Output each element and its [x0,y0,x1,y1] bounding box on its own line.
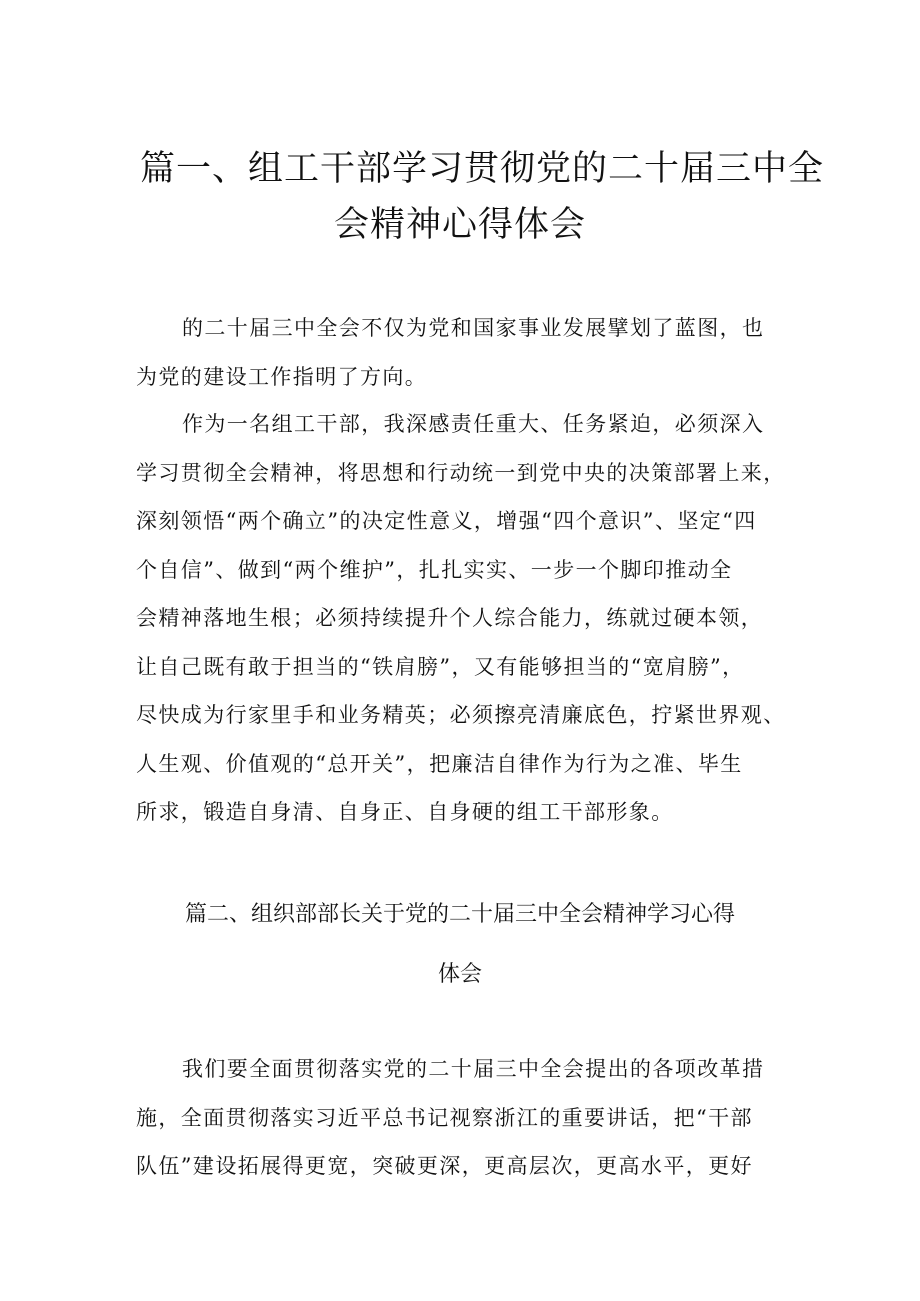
paragraph-line: 作为一名组工干部，我深感责任重大、任务紧迫，必须深入 [182,412,765,436]
paragraph-line: 会精神落地生根；必须持续提升个人综合能力，练就过硬本领， [136,606,764,630]
section2-paragraph-1 [136,1045,796,1191]
section2-title-line: 体会 [437,962,482,987]
paragraph-line: 个自信”、做到“两个维护”，扎扎实实、一步一个脚印推动全 [136,557,733,582]
paragraph-line: 让自己既有敢于担当的“铁肩膀”，又有能够担当的“宽肩膀”， [136,654,745,679]
paragraph-line: 所求，锻造自身清、自身正、自身硬的组工干部形象。 [136,800,674,824]
paragraph-line: 队伍”建设拓展得更宽，突破更深，更高层次，更高水平，更好 [136,1154,753,1178]
paragraph-line: 人生观、价值观的“总开关”，把廉洁自律作为行为之准、毕生 [136,751,743,776]
paragraph-line: 施，全面贯彻落实习近平总书记视察浙江的重要讲话，把“干部 [136,1105,753,1130]
paragraph-line: 我们要全面贯彻落实党的二十届三中全会提出的各项改革措 [182,1057,765,1081]
section2-title-line: 篇二、组织部部长关于党的二十届三中全会精神学习心得 [184,902,735,927]
paragraph-line: 尽快成为行家里手和业务精英；必须擦亮清廉底色，拧紧世界观、 [136,703,786,727]
section2-title [140,885,780,1005]
paragraph-line: 的二十届三中全会不仅为党和国家事业发展擘划了蓝图，也 [182,316,765,340]
section1-paragraph-2 [136,400,796,837]
section1-title-line: 会精神心得体会 [333,205,586,245]
section1-title [140,141,825,253]
section1-paragraph-1 [136,304,796,401]
paragraph-line: 深刻领悟“两个确立”的决定性意义，增强“四个意识”、坚定“四 [136,509,757,533]
section1-title-line: 篇一、组工干部学习贯彻党的二十届三中全 [140,149,825,189]
paragraph-line: 为党的建设工作指明了方向。 [136,364,428,389]
paragraph-line: 学习贯彻全会精神，将思想和行动统一到党中央的决策部署上来， [136,460,786,485]
